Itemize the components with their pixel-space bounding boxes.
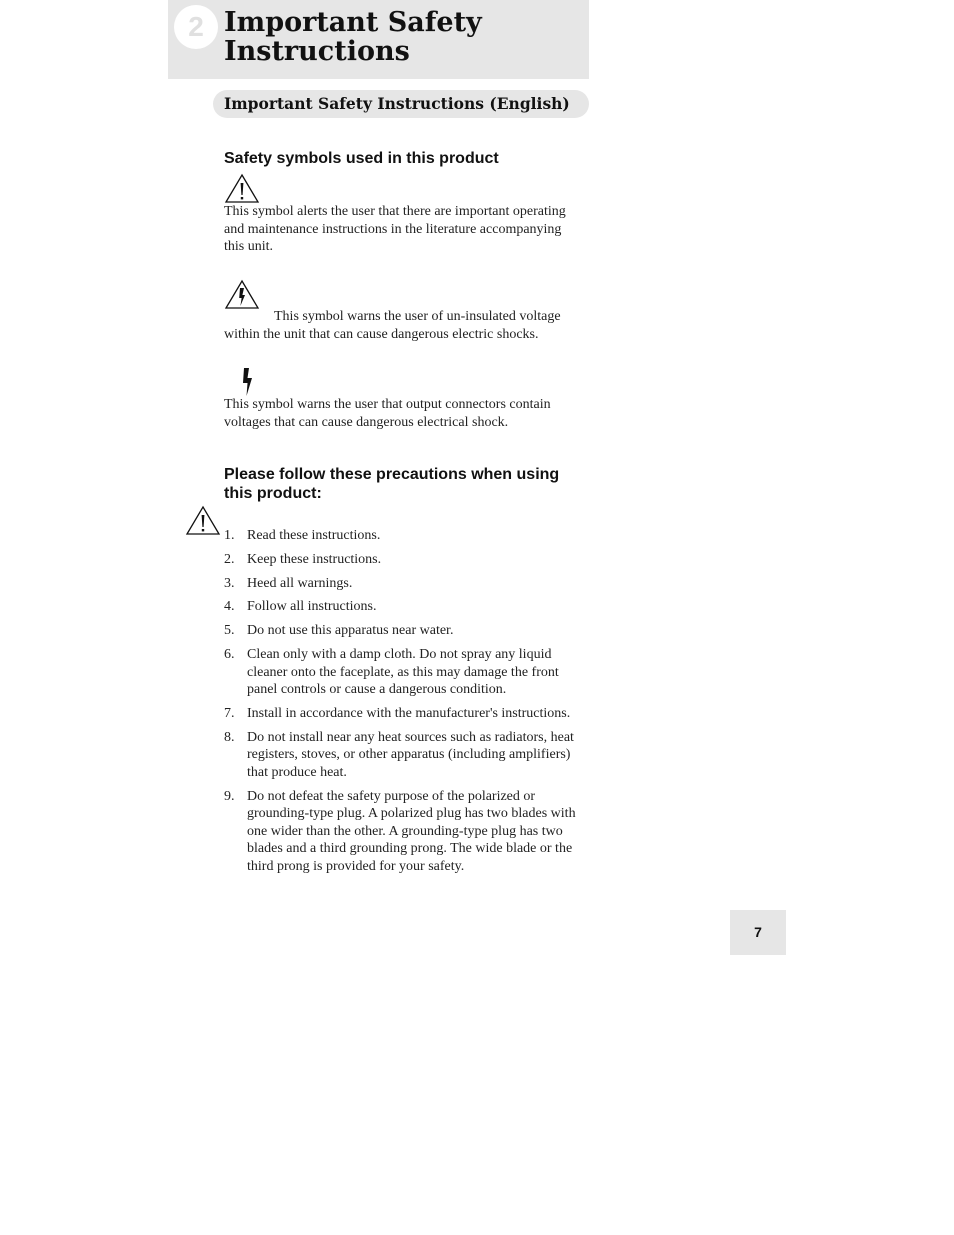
precautions-heading: Please follow these precautions when using this product: <box>224 466 560 502</box>
list-item <box>224 551 588 569</box>
list-item-number: 6. <box>224 646 235 662</box>
list-item-text: Do not install near any heat sources such as radiators, heat registers, stoves, or other apparatus (including amplifiers) that produce heat. <box>247 729 574 780</box>
symbol-description-2: This symbol warns the user of un-insulated voltage within the unit that can cause dangerous electric shocks. <box>224 309 561 342</box>
list-item-text: Do not defeat the safety purpose of the polarized or grounding-type plug. A polarized plug has two blades with one wider than the other. A grounding-type plug has two blades and a third grounding prong. The wide blade or the third prong is provided for your safety. <box>247 788 576 874</box>
list-item-text: Keep these instructions. <box>247 551 382 567</box>
list-item <box>224 729 588 782</box>
list-item-number: 4. <box>224 599 235 615</box>
precautions-list <box>224 527 588 882</box>
symbol-description-3: This symbol warns the user that output connectors contain voltages that can cause dangerous electrical shock. <box>224 397 551 430</box>
list-item <box>224 788 588 876</box>
list-item-number: 5. <box>224 623 235 639</box>
list-item-text: Clean only with a damp cloth. Do not spray any liquid cleaner onto the faceplate, as this may damage the front panel controls or cause a dangerous condition. <box>247 646 559 698</box>
list-item-number: 1. <box>224 528 235 543</box>
list-item-number: 8. <box>224 729 235 745</box>
list-item-text: Follow all instructions. <box>247 599 377 615</box>
list-item-number: 3. <box>224 575 235 591</box>
list-item-number: 7. <box>224 705 235 721</box>
chapter-number-badge: 2 <box>174 5 218 49</box>
symbol-description-1: This symbol alerts the user that there are important operating and maintenance instructions in the literature accompanying this unit. <box>224 204 566 255</box>
list-item-number: 2. <box>224 551 235 567</box>
lightning-triangle-icon <box>224 279 260 310</box>
list-item <box>224 598 588 616</box>
list-item-text: Heed all warnings. <box>247 575 353 591</box>
list-item <box>224 646 588 699</box>
section-title: Important Safety Instructions (English) <box>224 94 570 113</box>
list-item <box>224 575 588 593</box>
list-item-text: Do not use this apparatus near water. <box>247 623 454 639</box>
lightning-bolt-icon <box>241 367 255 397</box>
list-item <box>224 527 588 545</box>
symbols-heading: Safety symbols used in this product <box>224 150 499 167</box>
list-item <box>224 622 588 640</box>
warning-triangle-icon <box>185 505 221 536</box>
list-item-text: Install in accordance with the manufacturer's instructions. <box>247 705 571 721</box>
list-item-text: Read these instructions. <box>247 528 381 543</box>
list-item-number: 9. <box>224 788 235 804</box>
warning-triangle-icon <box>224 173 260 204</box>
page-number: 7 <box>754 924 762 940</box>
list-item <box>224 705 588 723</box>
chapter-title: Important Safety Instructions <box>224 7 482 67</box>
